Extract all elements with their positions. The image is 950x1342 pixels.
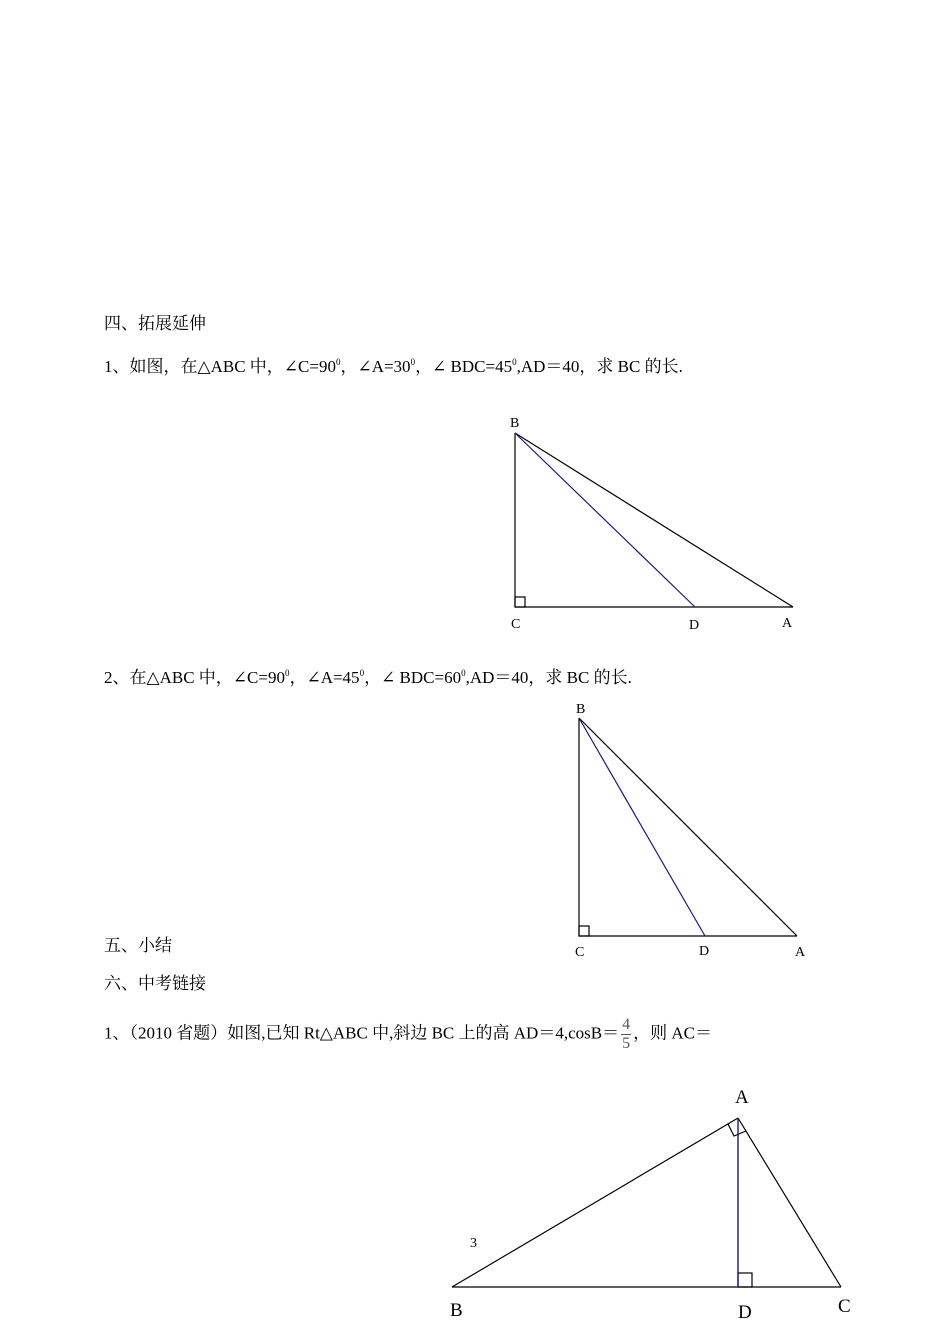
fig3-side-ac <box>738 1118 841 1287</box>
fig1-side-ba <box>515 433 793 607</box>
figure-3-triangle <box>452 1118 841 1287</box>
fig2-side-ba <box>579 718 797 936</box>
fig3-right-angle-mark-d <box>738 1273 752 1287</box>
exam-1-text: 1、（2010 省题）如图,已知 Rt△ABC 中,斜边 BC 上的高 AD＝4,cosB＝ $\frac{4}{5}$ ，则 AC＝ <box>104 1016 712 1052</box>
fig1-label-D: D <box>689 618 700 633</box>
figure-1-triangle <box>515 433 793 607</box>
fig2-label-A: A <box>795 945 806 960</box>
fraction-cosB: $\frac{4}{5}$ <box>622 1016 631 1052</box>
fig2-label-B: B <box>576 702 586 717</box>
fig2-label-C: C <box>575 945 585 960</box>
fig3-label-3: 3 <box>470 1236 477 1251</box>
fig1-segment-bd <box>515 433 695 607</box>
fig1-label-B: B <box>510 416 520 431</box>
section-summary-title: 五、小结 <box>104 936 172 955</box>
fig3-label-A: A <box>735 1087 749 1108</box>
fig3-label-D: D <box>738 1302 752 1323</box>
fig2-right-angle-mark <box>579 926 589 936</box>
fig3-label-C: C <box>838 1296 851 1317</box>
fig3-side-ba <box>452 1118 738 1287</box>
problem-2-text: 2、在△ABC 中，$\angle C=90^0$，$\angle A=45^0$，∠ $BDC=60^0,AD=40$，求 BC 的长. <box>104 668 632 687</box>
fig2-label-D: D <box>699 944 710 959</box>
section-exam-title: 六、中考链接 <box>104 974 206 993</box>
figure-2-triangle <box>579 718 797 936</box>
fig2-segment-bd <box>579 718 705 936</box>
fig1-label-C: C <box>511 617 521 632</box>
fig3-label-B: B <box>450 1300 463 1321</box>
section-extension-title: 四、拓展延伸 <box>104 314 206 333</box>
problem-1-text: 1、如图，在△ABC 中，$\angle C=90^0$，$\angle A=30^0$，∠ $BDC=45^0,AD=40$，求 BC 的长. <box>104 357 683 376</box>
fig1-right-angle-mark <box>515 597 525 607</box>
fig1-label-A: A <box>782 616 793 631</box>
